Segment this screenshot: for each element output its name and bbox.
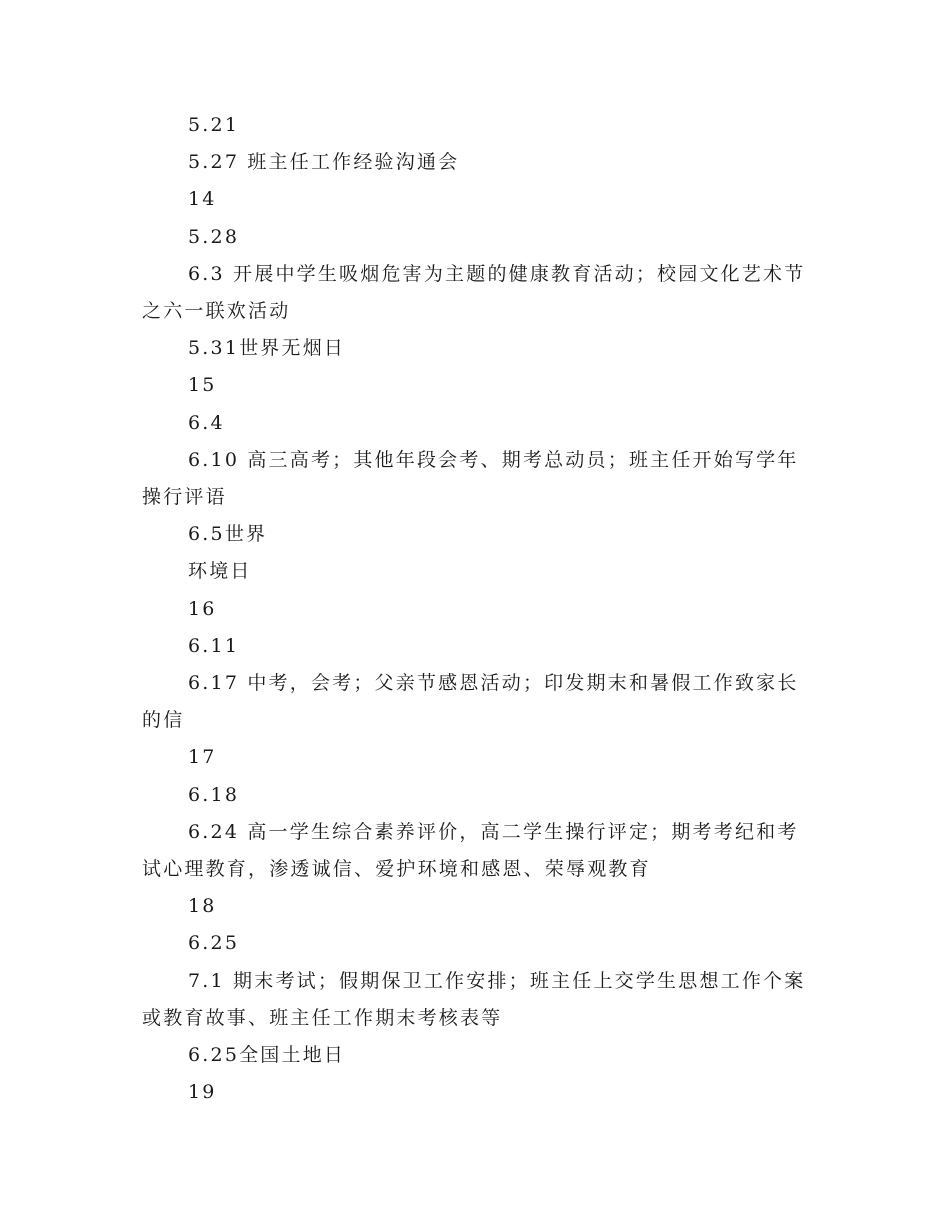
text-line: 5.27 班主任工作经验沟通会 <box>188 151 460 174</box>
text-line: 环境日 <box>188 560 252 583</box>
text-line: 15 <box>188 374 217 397</box>
text-line: 6.10 高三高考；其他年段会考、期考总动员；班主任开始写学年操行评语 <box>142 448 799 509</box>
text-line: 6.24 高一学生综合素养评价，高二学生操行评定；期考考纪和考试心理教育，渗透诚信、爱护环境和感恩、荣辱观教育 <box>142 820 799 881</box>
text-line: 6.17 中考，会考；父亲节感恩活动；印发期末和暑假工作致家长的信 <box>142 672 799 732</box>
text-line: 6.11 <box>188 634 240 657</box>
text-line: 14 <box>188 188 217 211</box>
text-line: 6.3 开展中学生吸烟危害为主题的健康教育活动；校园文化艺术节之六一联欢活动 <box>142 262 806 323</box>
text-line: 5.28 <box>188 225 240 248</box>
text-line: 5.31世界无烟日 <box>188 337 346 360</box>
text-line: 7.1 期末考试；假期保卫工作安排；班主任上交学生思想工作个案或教育故事、班主任工作期末考核表等 <box>142 969 806 1029</box>
text-line: 6.25 <box>188 932 240 955</box>
document-body <box>0 107 950 1111</box>
text-line: 6.5世界 <box>188 523 268 546</box>
text-line: 6.4 <box>188 411 225 434</box>
text-line: 5.21 <box>188 114 240 136</box>
text-line: 16 <box>188 597 217 620</box>
text-line: 19 <box>188 1081 217 1104</box>
text-line: 6.18 <box>188 783 240 806</box>
text-line: 6.25全国土地日 <box>188 1044 346 1067</box>
text-line: 17 <box>188 746 217 769</box>
text-line: 18 <box>188 895 217 918</box>
